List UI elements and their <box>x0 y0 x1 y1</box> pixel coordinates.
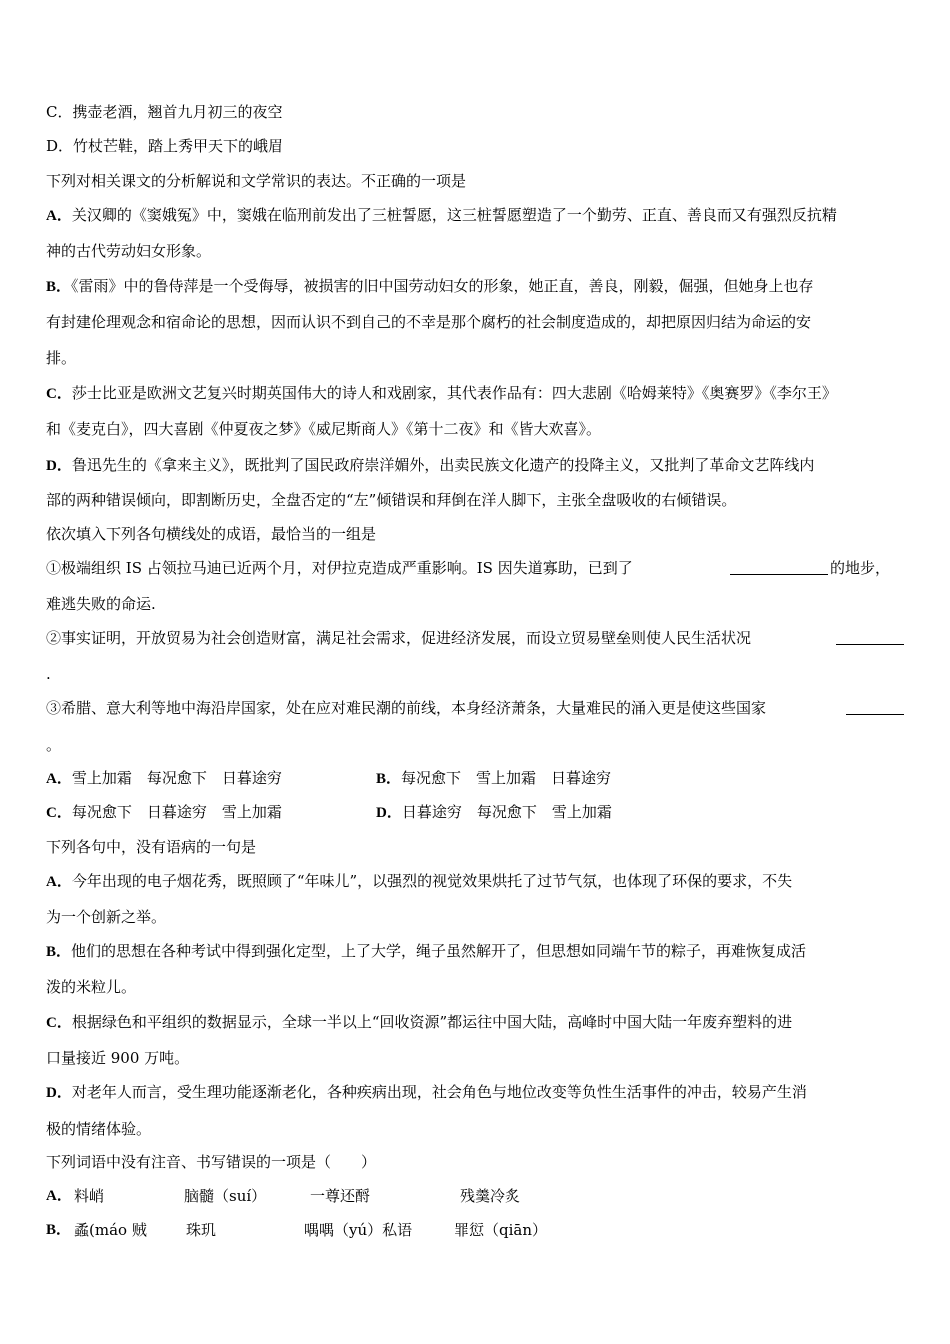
option-letter: B． <box>46 1222 72 1238</box>
option-b-line2: 泼的米粒儿。 <box>46 978 137 996</box>
option-b-line1 <box>46 276 814 297</box>
option-text: 他们的思想在各种考试中得到强化定型，上了大学，绳子虽然解开了，但思想如同端午节的粽子，再难恢复成活 <box>71 942 807 960</box>
option-d-line1 <box>46 455 814 476</box>
option-text: 携壶老酒，翘首九月初三的夜空 <box>72 103 283 121</box>
option-letter: A． <box>46 874 72 890</box>
sentence-text: ②事实证明，开放贸易为社会创造财富，满足社会需求，促进经济发展，而设立贸易壁垒则使人民生活状况 <box>46 629 752 647</box>
option-d <box>376 802 612 823</box>
option-letter: D． <box>46 1085 72 1101</box>
option-text: 雪上加霜 每况愈下 日暮途穷 <box>71 769 282 787</box>
option-letter: B． <box>376 771 402 787</box>
sentence-3-line1 <box>46 698 766 718</box>
option-letter: C． <box>46 103 73 121</box>
option-c <box>46 102 283 122</box>
option-d-line1 <box>46 1082 807 1103</box>
option-text: 关汉卿的《窦娥冤》中，窦娥在临刑前发出了三桩誓愿，这三桩誓愿塑造了一个勤劳、正直、善良而又有强烈反抗精 <box>71 206 837 224</box>
option-c-line1 <box>46 383 837 404</box>
option-letter: D． <box>46 137 74 155</box>
word-2: 珠玑 <box>186 1221 217 1239</box>
option-text: 鲁迅先生的《拿来主义》，既批判了国民政府崇洋媚外，出卖民族文化遗产的投降主义，又批判了革命文艺阵线内 <box>71 456 815 474</box>
option-c <box>46 802 282 823</box>
option-b <box>376 768 611 789</box>
option-a-line1 <box>46 871 792 892</box>
option-letter: A． <box>46 208 72 224</box>
option-a-line2: 为一个创新之举。 <box>46 908 167 926</box>
question-stem: 依次填入下列各句横线处的成语，最恰当的一组是 <box>46 525 377 543</box>
option-letter: D． <box>46 458 72 474</box>
question-stem: 下列各句中，没有语病的一句是 <box>46 838 257 856</box>
option-text: 每况愈下 日暮途穷 雪上加霜 <box>71 803 282 821</box>
sentence-3-line2: 。 <box>46 736 62 754</box>
option-text: 根据绿色和平组织的数据显示，全球一半以上“回收资源”都运往中国大陆，高峰时中国大陆一年废弃塑料的进 <box>71 1013 793 1031</box>
word-2: 脑髓（suí） <box>184 1187 267 1205</box>
word-1: 蟊(máo 贼 <box>74 1221 147 1239</box>
option-letter: C． <box>46 805 72 821</box>
word-3: 喁喁（yú）私语 <box>304 1221 413 1239</box>
fill-blank-1[interactable] <box>730 560 828 575</box>
option-b-line3: 排。 <box>46 349 77 367</box>
option-letter: A． <box>46 771 72 787</box>
option-letter: C． <box>46 1015 72 1031</box>
option-b-line1 <box>46 941 806 962</box>
option-text: 莎士比亚是欧洲文艺复兴时期英国伟大的诗人和戏剧家，其代表作品有：四大悲剧《哈姆莱特》《奥赛罗》《李尔王》 <box>71 384 837 402</box>
word-1: 料峭 <box>74 1187 105 1205</box>
option-a <box>46 768 282 789</box>
sentence-text: ③希腊、意大利等地中海沿岸国家，处在应对难民潮的前线，本身经济萧条，大量难民的涌入更是使这些国家 <box>46 699 767 717</box>
fill-blank-3[interactable] <box>846 700 904 715</box>
option-b-line2: 有封建伦理观念和宿命论的思想，因而认识不到自己的不幸是那个腐朽的社会制度造成的，却把原因归结为命运的安 <box>46 313 812 331</box>
word-4: 残羹冷炙 <box>460 1187 521 1205</box>
option-c-line1 <box>46 1012 792 1033</box>
word-3: 一尊还酹 <box>310 1187 371 1205</box>
question-stem: 下列词语中没有注音、书写错误的一项是（ ） <box>46 1153 377 1171</box>
option-c-line2: 口量接近 900 万吨。 <box>46 1049 190 1067</box>
option-letter: D． <box>376 805 402 821</box>
option-d-line2: 部的两种错误倾向，即割断历史，全盘否定的“左”倾错误和拜倒在洋人脚下，主张全盘吸收的右倾错误。 <box>46 491 737 509</box>
sentence-1-line1 <box>46 558 633 578</box>
option-text: 每况愈下 雪上加霜 日暮途穷 <box>401 769 612 787</box>
option-c-line2: 和《麦克白》，四大喜剧《仲夏夜之梦》《威尼斯商人》《第十二夜》和《皆大欢喜》。 <box>46 420 602 438</box>
option-a-line1 <box>46 205 837 226</box>
sentence-2-line2: . <box>46 665 51 683</box>
option-text: 竹杖芒鞋，踏上秀甲天下的峨眉 <box>73 137 284 155</box>
sentence-text: ①极端组织 IS 占领拉马迪已近两个月，对伊拉克造成严重影响。IS 因失道寡助，已到了 <box>46 559 633 577</box>
option-letter: B． <box>46 279 72 295</box>
option-text: 今年出现的电子烟花秀，既照顾了“年味儿”，以强烈的视觉效果烘托了过节气氛，也体现了环保的要求，不失 <box>71 872 793 890</box>
sentence-1-tail: 的地步， <box>830 559 891 577</box>
option-d-line2: 极的情绪体验。 <box>46 1120 152 1138</box>
option-letter: A． <box>46 1188 72 1204</box>
option-text: 《雷雨》中的鲁侍萍是一个受侮辱，被损害的旧中国劳动妇女的形象，她正直，善良，刚毅，倔强，但她身上也存 <box>71 277 814 295</box>
question-stem: 下列对相关课文的分析解说和文学常识的表达。不正确的一项是 <box>46 172 467 190</box>
option-letter: B． <box>46 944 72 960</box>
fill-blank-2[interactable] <box>836 630 904 645</box>
option-text: 日暮途穷 每况愈下 雪上加霜 <box>401 803 612 821</box>
option-a-line2: 神的古代劳动妇女形象。 <box>46 242 212 260</box>
option-d <box>46 136 283 156</box>
sentence-1-line2: 难逃失败的命运. <box>46 595 156 613</box>
option-text: 对老年人而言，受生理功能逐渐老化，各种疾病出现，社会角色与地位改变等负性生活事件的冲击，较易产生消 <box>71 1083 807 1101</box>
option-letter: C． <box>46 386 72 402</box>
word-4: 罪愆（qiān） <box>454 1221 548 1239</box>
sentence-2-line1 <box>46 628 751 648</box>
